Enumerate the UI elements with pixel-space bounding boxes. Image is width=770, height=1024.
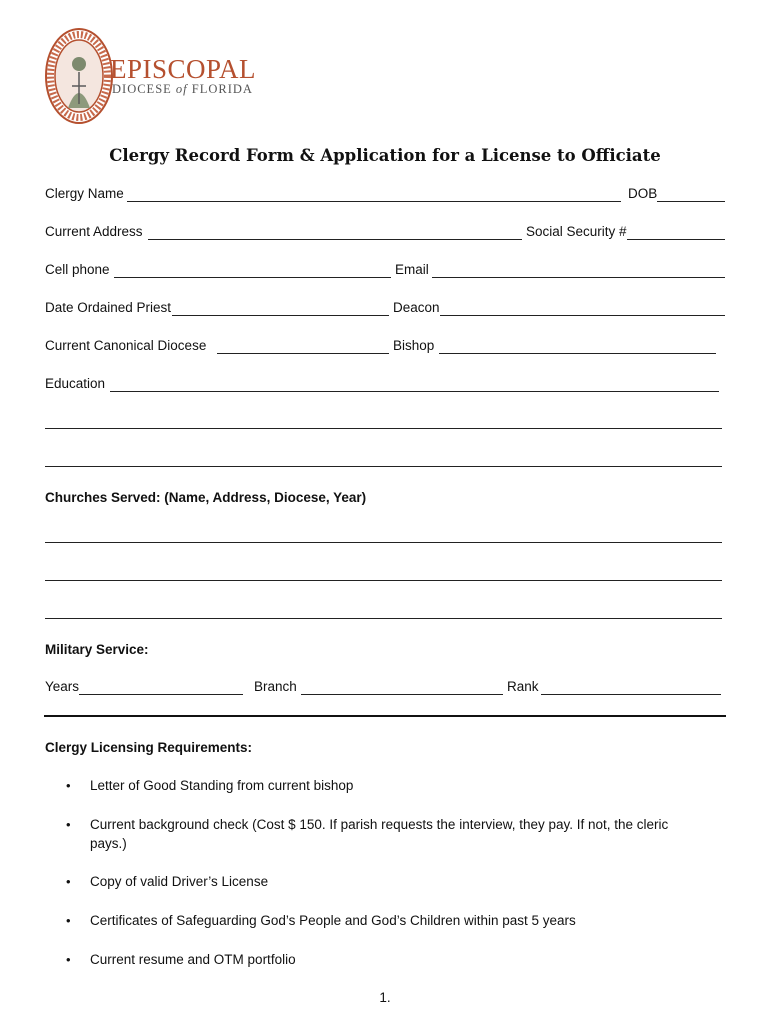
bullet-icon: • [66,874,71,889]
churches-line-3[interactable] [45,618,722,619]
military-service-heading: Military Service: [45,642,149,657]
logo-word-episcopal: EPISCOPAL [110,54,257,84]
ssn-field[interactable] [627,239,725,240]
requirement-item: Current resume and OTM portfolio [90,952,296,967]
cell-phone-field[interactable] [114,277,391,278]
requirement-item: Copy of valid Driver’s License [90,874,269,889]
education-line-3[interactable] [45,466,722,467]
logo-subtitle [112,82,253,97]
page-number: 1. [379,990,391,1005]
dob-label: DOB [628,186,658,201]
cell-phone-label: Cell phone [45,262,110,277]
current-address-field[interactable] [148,239,522,240]
current-address-label: Current Address [45,224,143,239]
requirement-item: Certificates of Safeguarding God’s People and God’s Children within past 5 years [90,913,576,928]
section-divider [44,715,726,717]
diocese-seal-icon [44,26,114,126]
date-ordained-priest-field[interactable] [172,315,389,316]
education-field[interactable] [110,391,719,392]
education-line-2[interactable] [45,428,722,429]
military-rank-field[interactable] [541,694,721,695]
requirement-item: Letter of Good Standing from current bishop [90,778,354,793]
requirements-heading: Clergy Licensing Requirements: [45,740,253,755]
bullet-icon: • [66,913,71,928]
logo-word-florida: FLORIDA [191,82,253,96]
clergy-name-field[interactable] [127,201,621,202]
email-label: Email [395,262,429,277]
bullet-icon: • [66,952,71,967]
bishop-field[interactable] [439,353,716,354]
military-years-field[interactable] [79,694,243,695]
ssn-label: Social Security # [526,224,627,239]
bullet-icon: • [66,817,71,832]
military-rank-label: Rank [507,679,539,694]
canonical-diocese-label: Current Canonical Diocese [45,338,207,353]
email-field[interactable] [432,277,725,278]
logo-word-diocese: DIOCESE [112,82,172,96]
dob-field[interactable] [657,201,725,202]
clergy-name-label: Clergy Name [45,186,124,201]
deacon-label: Deacon [393,300,440,315]
date-ordained-priest-label: Date Ordained Priest [45,300,172,315]
churches-served-heading: Churches Served: (Name, Address, Diocese, Year) [45,490,367,505]
military-branch-label: Branch [254,679,297,694]
deacon-field[interactable] [440,315,725,316]
education-label: Education [45,376,106,391]
military-branch-field[interactable] [301,694,503,695]
military-years-label: Years [45,679,80,694]
form-title: Clergy Record Form & Application for a License to Officiate [109,146,661,165]
churches-line-2[interactable] [45,580,722,581]
bishop-label: Bishop [393,338,435,353]
diocese-logo [44,26,264,126]
bullet-icon: • [66,778,71,793]
requirement-item: Current background check (Cost $ 150. If parish requests the interview, they pay. If not, the cleric pays.) [90,817,669,851]
churches-line-1[interactable] [45,542,722,543]
canonical-diocese-field[interactable] [217,353,389,354]
logo-word-of: of [175,82,188,96]
